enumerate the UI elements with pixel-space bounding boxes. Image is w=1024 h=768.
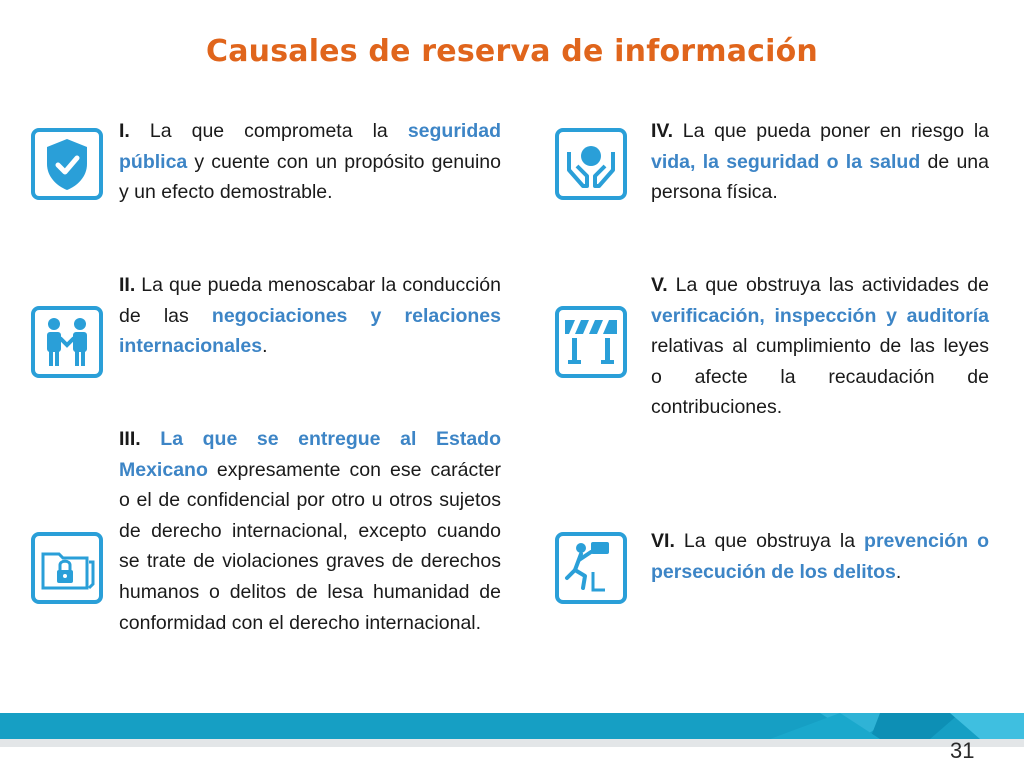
item-4-text: IV. La que pueda poner en riesgo la vida, la seguridad o la salud de una persona física.	[651, 120, 989, 204]
footer-geometric-decoration	[0, 713, 1024, 739]
shield-check-icon	[31, 128, 103, 200]
item-4-number: IV.	[651, 120, 674, 142]
footer-strip	[0, 739, 1024, 747]
item-6-text: VI. La que obstruya la prevención o persecución de los delitos.	[651, 530, 989, 583]
item-5-text: V. La que obstruya las actividades de verificación, inspección y auditoría relativas al cumplimiento de las leyes o afecte la recaudación de contribuciones.	[651, 274, 989, 419]
page-title: Causales de reserva de información	[205, 34, 818, 69]
footer-bar	[0, 713, 1024, 739]
hands-protect-person-icon	[555, 128, 627, 200]
barrier-icon	[555, 306, 627, 378]
item-3-highlight: La que se entregue al Estado Mexicano	[119, 428, 501, 481]
item-1-highlight: seguridad pública	[119, 120, 501, 173]
item-3-text: III. La que se entregue al Estado Mexicano expresamente con ese carácter o el de confidencial por otro u otros sujetos de derecho internacional, excepto cuando se trate de violaciones graves de derechos humanos o delitos de lesa humanidad de conformidad con el derecho internacional.	[119, 428, 501, 634]
item-4-highlight: vida, la seguridad o la salud	[651, 150, 921, 173]
item-2-text: II. La que pueda menoscabar la conducción de las negociaciones y relaciones internacionales.	[119, 274, 501, 358]
item-2-highlight: negociaciones y relaciones internacionales	[119, 304, 501, 358]
item-6-number: VI.	[651, 530, 675, 552]
page-number: 31	[950, 738, 975, 763]
item-6-highlight: prevención o persecución de los delitos	[651, 530, 989, 583]
running-thief-icon	[555, 532, 627, 604]
item-2-number: II.	[119, 274, 136, 296]
item-3-number: III.	[119, 428, 141, 450]
item-5-number: V.	[651, 274, 668, 296]
item-5-highlight: verificación, inspección y auditoría	[651, 304, 989, 327]
item-1-text: I. La que comprometa la seguridad pública y cuente con un propósito genuino y un efecto demostrable.	[119, 120, 501, 204]
locked-folder-icon	[31, 532, 103, 604]
item-1-number: I.	[119, 120, 130, 142]
handshake-people-icon	[31, 306, 103, 378]
